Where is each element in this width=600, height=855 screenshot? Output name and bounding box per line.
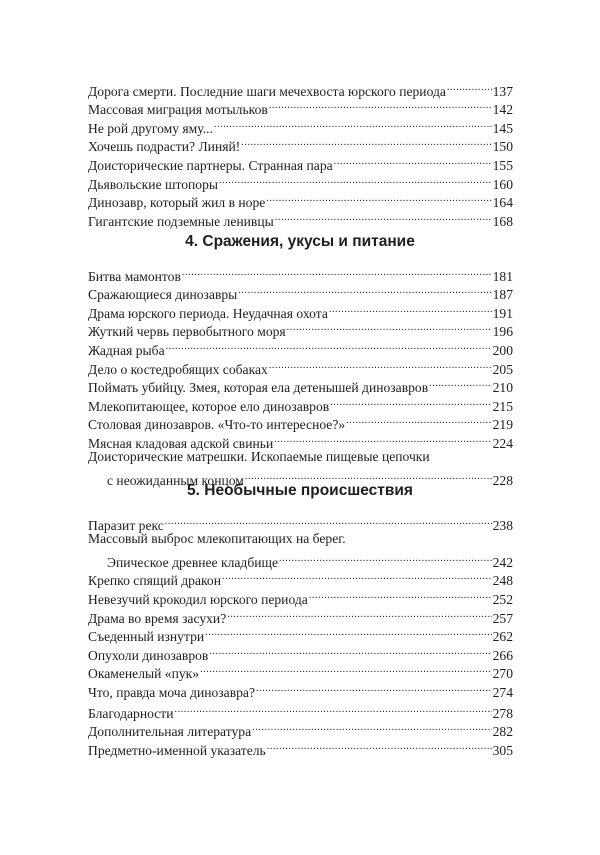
entry-page: 270 — [492, 666, 513, 682]
leader-dots — [329, 299, 492, 318]
entry-title: Дополнительная литература — [88, 724, 252, 740]
entry-page: 150 — [492, 139, 513, 155]
entry-page: 200 — [492, 342, 513, 358]
entry-title: Столовая динозавров. «Что-то интересное?» — [88, 417, 346, 433]
leader-dots — [447, 77, 492, 96]
entry-page: 191 — [492, 305, 513, 321]
leader-dots — [205, 623, 491, 642]
leader-dots — [214, 114, 492, 133]
entry-page: 282 — [492, 724, 513, 740]
entry-title: Поймать убийцу. Змея, которая ела детенышей динозавров — [88, 380, 429, 396]
entry-title: Благодарности — [88, 705, 174, 721]
entry-page: 196 — [492, 324, 513, 340]
toc-group-continued — [88, 77, 513, 229]
entry-page: 137 — [492, 83, 513, 99]
entry-page: 181 — [492, 268, 513, 284]
entry-page: 160 — [492, 176, 513, 192]
entry-page: 305 — [492, 742, 513, 758]
entry-page: 238 — [492, 517, 513, 533]
leader-dots — [279, 548, 492, 567]
entry-title: Жуткий червь первобытного моря — [88, 324, 286, 340]
toc-section-4 — [88, 262, 513, 489]
entry-page: 145 — [492, 120, 513, 136]
toc-entry-line2 — [88, 548, 513, 570]
entry-page: 215 — [492, 398, 513, 414]
entry-title-continued: Эпическое древнее кладбище — [107, 554, 279, 570]
entry-page: 248 — [492, 573, 513, 589]
toc-backmatter — [88, 699, 513, 758]
entry-page: 262 — [492, 629, 513, 645]
entry-title: Крепко спящий дракон — [88, 573, 221, 589]
leader-dots — [252, 718, 491, 737]
entry-page: 210 — [492, 380, 513, 396]
leader-dots — [227, 604, 491, 623]
leader-dots — [266, 189, 491, 208]
entry-page: 205 — [492, 361, 513, 377]
entry-title: Драма юрского периода. Неудачная охота — [88, 305, 328, 321]
entry-page: 257 — [492, 610, 513, 626]
entry-page: 274 — [492, 684, 513, 700]
entry-page: 219 — [492, 417, 513, 433]
toc-entry-line1 — [88, 448, 513, 467]
entry-page: 224 — [492, 435, 513, 451]
leader-dots — [275, 207, 492, 226]
entry-title: Съеденный изнутри — [88, 629, 205, 645]
entry-page: 168 — [492, 213, 513, 229]
leader-dots — [200, 660, 492, 679]
toc-entry — [88, 511, 513, 533]
toc-entry — [88, 262, 513, 284]
entry-title: Массовая миграция мотыльков — [88, 102, 268, 118]
toc-entry-line1 — [88, 530, 513, 549]
entry-title: Доисторические партнеры. Странная пара — [88, 157, 333, 173]
toc-entry — [88, 77, 513, 99]
entry-page: 242 — [492, 554, 513, 570]
entry-title: Предметно-именной указатель — [88, 742, 266, 758]
entry-title: Массовый выброс млекопитающих на берег. — [88, 530, 346, 546]
section-heading: 4. Сражения, укусы и питание — [185, 233, 415, 250]
leader-dots — [330, 392, 491, 411]
entry-title: Паразит рекс — [88, 517, 164, 533]
entry-title: Драма во время засухи? — [88, 610, 227, 626]
leader-dots — [274, 429, 491, 448]
leader-dots — [238, 281, 491, 300]
entry-page: 252 — [492, 591, 513, 607]
entry-title: Гигантские подземные ленивцы — [88, 213, 274, 229]
entry-title: Мясная кладовая адской свиньи — [88, 435, 274, 451]
leader-dots — [175, 699, 492, 718]
entry-page: 155 — [492, 157, 513, 173]
entry-title: Динозавр, который жил в норе — [88, 195, 266, 211]
toc-section-5 — [88, 511, 513, 700]
entry-title: Опухоли динозавров — [88, 647, 209, 663]
entry-page: 228 — [492, 473, 513, 489]
toc-entry — [88, 699, 513, 721]
entry-title: Не рой другому яму... — [88, 120, 213, 136]
entry-title: Дело о костедробящих собаках — [88, 361, 268, 377]
entry-title: Жадная рыба — [88, 342, 165, 358]
entry-title: Невезучий крокодил юрского периода — [88, 591, 308, 607]
leader-dots — [269, 96, 492, 115]
leader-dots — [166, 336, 492, 355]
leader-dots — [346, 411, 491, 430]
entry-title: Млекопитающее, которое ело динозавров — [88, 398, 330, 414]
entry-title: Дорога смерти. Последние шаги мечехвоста юрского периода — [88, 83, 446, 99]
section-heading: 5. Необычные происшествия — [187, 482, 413, 499]
entry-title: Что, правда моча динозавра? — [88, 684, 255, 700]
entry-title: Доисторические матрешки. Ископаемые пищевые цепочки — [88, 448, 430, 464]
leader-dots — [269, 355, 492, 374]
entry-page: 278 — [492, 705, 513, 721]
leader-dots — [165, 511, 492, 530]
entry-title: Битва мамонтов — [88, 268, 181, 284]
leader-dots — [209, 641, 491, 660]
leader-dots — [334, 151, 492, 170]
leader-dots — [256, 678, 492, 697]
entry-page: 266 — [492, 647, 513, 663]
leader-dots — [267, 736, 492, 755]
entry-title: Хочешь подрасти? Линяй! — [88, 139, 241, 155]
entry-title: Сражающиеся динозавры — [88, 287, 238, 303]
leader-dots — [182, 262, 492, 281]
leader-dots — [429, 374, 491, 393]
entry-title-continued: с неожиданным концом — [107, 473, 244, 489]
entry-title: Дьявольские штопоры — [88, 176, 219, 192]
leader-dots — [219, 170, 492, 189]
leader-dots — [241, 133, 491, 152]
entry-page: 142 — [492, 102, 513, 118]
leader-dots — [222, 567, 492, 586]
entry-page: 164 — [492, 195, 513, 211]
entry-title: Окаменелый «пук» — [88, 666, 200, 682]
leader-dots — [309, 585, 492, 604]
leader-dots — [287, 318, 492, 337]
entry-page: 187 — [492, 287, 513, 303]
